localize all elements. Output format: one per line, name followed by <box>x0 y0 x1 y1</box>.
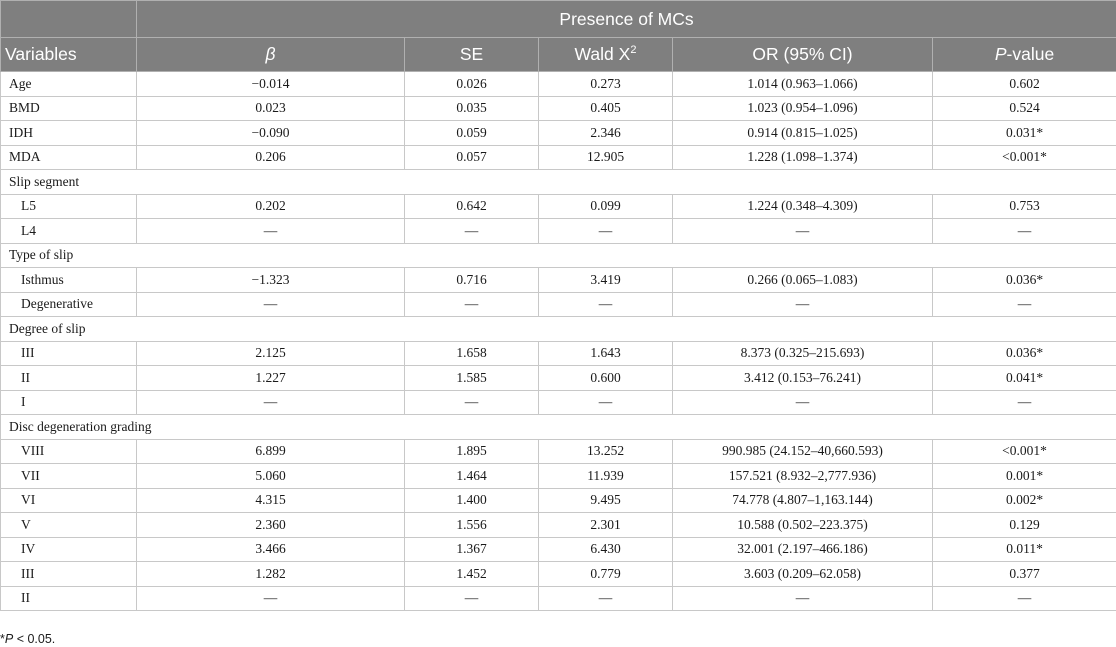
p-value-cell: 0.377 <box>933 562 1116 587</box>
beta-cell: 2.125 <box>137 341 405 366</box>
wald-cell: 0.600 <box>539 366 673 391</box>
or-cell: 1.014 (0.963–1.066) <box>673 72 933 97</box>
table-row <box>1 537 1116 562</box>
wald-cell: 13.252 <box>539 439 673 464</box>
or-cell: 3.603 (0.209–62.058) <box>673 562 933 587</box>
table-row <box>1 586 1116 611</box>
table-group-row <box>1 243 1116 268</box>
wald-cell: — <box>539 586 673 611</box>
variable-cell: VII <box>1 464 137 489</box>
or-cell: — <box>673 292 933 317</box>
or-cell: 3.412 (0.153–76.241) <box>673 366 933 391</box>
or-cell: 157.521 (8.932–2,777.936) <box>673 464 933 489</box>
se-cell: 1.658 <box>405 341 539 366</box>
or-cell: 1.228 (1.098–1.374) <box>673 145 933 170</box>
beta-cell: 3.466 <box>137 537 405 562</box>
se-cell: — <box>405 586 539 611</box>
variable-cell: VI <box>1 488 137 513</box>
variable-cell: MDA <box>1 145 137 170</box>
table-row <box>1 562 1116 587</box>
beta-cell: 4.315 <box>137 488 405 513</box>
se-cell: 0.035 <box>405 96 539 121</box>
or-cell: — <box>673 586 933 611</box>
p-value-cell: <0.001* <box>933 145 1116 170</box>
group-label: Disc degeneration grading <box>1 415 1116 440</box>
table-row <box>1 145 1116 170</box>
variable-cell: III <box>1 341 137 366</box>
se-cell: 1.367 <box>405 537 539 562</box>
col-p-italic: P <box>994 44 1007 64</box>
beta-cell: 1.227 <box>137 366 405 391</box>
col-wald-superscript: 2 <box>630 44 637 57</box>
p-value-cell: — <box>933 219 1116 244</box>
beta-cell: — <box>137 292 405 317</box>
variable-cell: VIII <box>1 439 137 464</box>
group-title: Presence of MCs <box>137 1 1116 38</box>
variable-cell: L4 <box>1 219 137 244</box>
or-cell: 32.001 (2.197–466.186) <box>673 537 933 562</box>
variable-cell: II <box>1 586 137 611</box>
group-label: Degree of slip <box>1 317 1116 342</box>
or-cell: 0.266 (0.065–1.083) <box>673 268 933 293</box>
se-cell: 0.057 <box>405 145 539 170</box>
p-value-cell: 0.524 <box>933 96 1116 121</box>
beta-cell: 0.202 <box>137 194 405 219</box>
p-value-cell: 0.036* <box>933 268 1116 293</box>
beta-cell: — <box>137 219 405 244</box>
beta-cell: 2.360 <box>137 513 405 538</box>
se-cell: 0.642 <box>405 194 539 219</box>
beta-cell: −0.090 <box>137 121 405 146</box>
table-row <box>1 268 1116 293</box>
table-group-row <box>1 317 1116 342</box>
p-value-cell: 0.129 <box>933 513 1116 538</box>
beta-cell: 6.899 <box>137 439 405 464</box>
wald-cell: 0.779 <box>539 562 673 587</box>
se-cell: 1.464 <box>405 464 539 489</box>
se-cell: 1.895 <box>405 439 539 464</box>
or-cell: — <box>673 219 933 244</box>
beta-cell: — <box>137 586 405 611</box>
table-row <box>1 439 1116 464</box>
wald-cell: 2.301 <box>539 513 673 538</box>
beta-cell: — <box>137 390 405 415</box>
table-body <box>1 72 1116 611</box>
p-value-cell: 0.753 <box>933 194 1116 219</box>
se-cell: — <box>405 292 539 317</box>
footnote <box>0 632 55 646</box>
se-cell: 1.400 <box>405 488 539 513</box>
wald-cell: 1.643 <box>539 341 673 366</box>
beta-cell: 1.282 <box>137 562 405 587</box>
variable-cell: IV <box>1 537 137 562</box>
col-or: OR (95% CI) <box>673 38 933 72</box>
se-cell: 0.059 <box>405 121 539 146</box>
col-variables: Variables <box>1 38 137 72</box>
table-row <box>1 219 1116 244</box>
header-group-row <box>1 1 1116 38</box>
header-columns-row <box>1 38 1116 72</box>
table-row <box>1 341 1116 366</box>
p-value-cell: 0.011* <box>933 537 1116 562</box>
wald-cell: — <box>539 219 673 244</box>
wald-cell: 2.346 <box>539 121 673 146</box>
table-row <box>1 366 1116 391</box>
variable-cell: Age <box>1 72 137 97</box>
wald-cell: 0.405 <box>539 96 673 121</box>
wald-cell: 3.419 <box>539 268 673 293</box>
beta-cell: 0.023 <box>137 96 405 121</box>
header-empty-cell <box>1 1 137 38</box>
table-row <box>1 96 1116 121</box>
se-cell: — <box>405 390 539 415</box>
p-value-cell: — <box>933 390 1116 415</box>
beta-cell: −0.014 <box>137 72 405 97</box>
beta-cell: 0.206 <box>137 145 405 170</box>
se-cell: 1.452 <box>405 562 539 587</box>
table-row <box>1 292 1116 317</box>
footnote-star: * <box>0 632 5 646</box>
col-beta: β <box>137 38 405 72</box>
variable-cell: Degenerative <box>1 292 137 317</box>
table-group-row <box>1 415 1116 440</box>
table-row <box>1 513 1116 538</box>
wald-cell: 9.495 <box>539 488 673 513</box>
variable-cell: BMD <box>1 96 137 121</box>
beta-cell: −1.323 <box>137 268 405 293</box>
or-cell: 10.588 (0.502–223.375) <box>673 513 933 538</box>
p-value-cell: 0.031* <box>933 121 1116 146</box>
table-row <box>1 488 1116 513</box>
or-cell: 74.778 (4.807–1,163.144) <box>673 488 933 513</box>
table-row <box>1 72 1116 97</box>
p-value-cell: — <box>933 292 1116 317</box>
p-value-cell: 0.036* <box>933 341 1116 366</box>
p-value-cell: <0.001* <box>933 439 1116 464</box>
or-cell: 990.985 (24.152–40,660.593) <box>673 439 933 464</box>
se-cell: 1.556 <box>405 513 539 538</box>
footnote-rest: < 0.05. <box>13 632 56 646</box>
variable-cell: Isthmus <box>1 268 137 293</box>
col-p-rest: -value <box>1006 44 1055 64</box>
se-cell: — <box>405 219 539 244</box>
variable-cell: L5 <box>1 194 137 219</box>
table-row <box>1 390 1116 415</box>
variable-cell: II <box>1 366 137 391</box>
col-p-value <box>933 38 1116 72</box>
wald-cell: 0.099 <box>539 194 673 219</box>
wald-cell: 12.905 <box>539 145 673 170</box>
variable-cell: III <box>1 562 137 587</box>
or-cell: 8.373 (0.325–215.693) <box>673 341 933 366</box>
table-row <box>1 194 1116 219</box>
variable-cell: IDH <box>1 121 137 146</box>
wald-cell: — <box>539 390 673 415</box>
group-label: Type of slip <box>1 243 1116 268</box>
se-cell: 1.585 <box>405 366 539 391</box>
se-cell: 0.716 <box>405 268 539 293</box>
wald-cell: 11.939 <box>539 464 673 489</box>
variable-cell: I <box>1 390 137 415</box>
p-value-cell: 0.041* <box>933 366 1116 391</box>
p-value-cell: 0.002* <box>933 488 1116 513</box>
p-value-cell: — <box>933 586 1116 611</box>
or-cell: 1.224 (0.348–4.309) <box>673 194 933 219</box>
or-cell: — <box>673 390 933 415</box>
p-value-cell: 0.001* <box>933 464 1116 489</box>
col-wald-label: Wald X <box>574 44 631 64</box>
group-label: Slip segment <box>1 170 1116 195</box>
variable-cell: V <box>1 513 137 538</box>
wald-cell: 0.273 <box>539 72 673 97</box>
table-row <box>1 464 1116 489</box>
col-wald <box>539 38 673 72</box>
table-group-row <box>1 170 1116 195</box>
wald-cell: 6.430 <box>539 537 673 562</box>
col-se: SE <box>405 38 539 72</box>
table-row <box>1 121 1116 146</box>
footnote-p: P <box>4 632 14 646</box>
or-cell: 1.023 (0.954–1.096) <box>673 96 933 121</box>
se-cell: 0.026 <box>405 72 539 97</box>
or-cell: 0.914 (0.815–1.025) <box>673 121 933 146</box>
beta-cell: 5.060 <box>137 464 405 489</box>
wald-cell: — <box>539 292 673 317</box>
p-value-cell: 0.602 <box>933 72 1116 97</box>
